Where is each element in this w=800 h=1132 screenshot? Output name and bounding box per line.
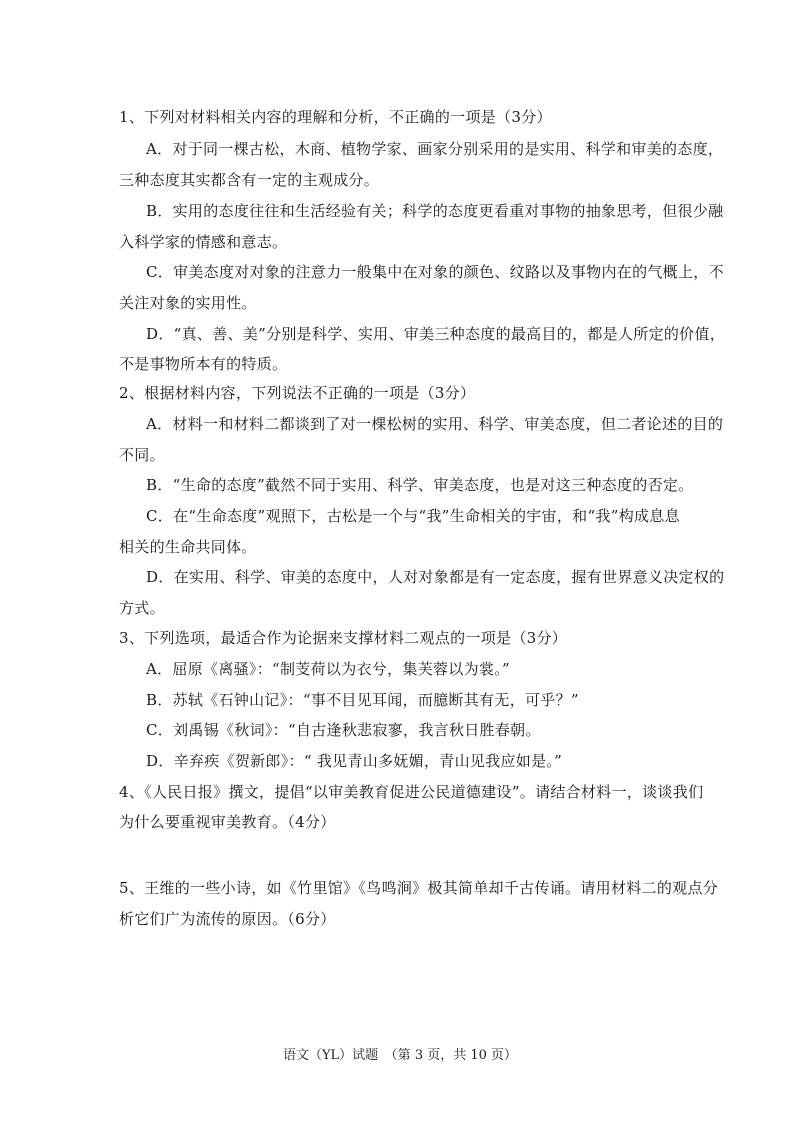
q2-option-c-line1: C．在“生命态度”观照下，古松是一个与“我”生命相关的宇宙，和“我”构成息息 [146,507,680,525]
q3-option-b: B．苏轼《石钟山记》：“事不目见耳闻，而臆断其有无，可乎？” [146,691,579,709]
question-5-line1: 5、王维的一些小诗，如《竹里馆》《鸟鸣涧》极其简单却千古传诵。请用材料二的观点分 [119,879,719,897]
q2-option-b-line1: B．“生命的态度”截然不同于实用、科学、审美态度，也是对这三种态度的否定。 [146,476,694,494]
q3-option-c: C．刘禹锡《秋词》：“自古逢秋悲寂寥，我言秋日胜春朝。 [146,721,541,739]
page-footer: 语文（YL）试题 （第 3 页，共 10 页） [282,1048,518,1063]
q2-option-d-line2: 方式。 [119,599,165,617]
q1-option-c-line2: 关注对象的实用性。 [119,294,257,312]
q3-option-a: A．屈原《离骚》：“制芰荷以为衣兮，集芙蓉以为裳。” [146,660,510,678]
q1-option-d-line1: D．“真、善、美”分别是科学、实用、审美三种态度的最高目的，都是人所定的价值， [146,325,726,343]
q2-option-d-line1: D．在实用、科学、审美的态度中，人对对象都是有一定态度，握有世界意义决定权的 [146,568,725,586]
q1-option-a-line1: A．对于同一棵古松，木商、植物学家、画家分别采用的是实用、科学和审美的态度， [146,140,724,158]
q1-option-d-line2: 不是事物所本有的特质。 [119,355,288,373]
question-5-line2: 析它们广为流传的原因。（6分） [119,910,336,928]
question-3-stem: 3、下列选项，最适合作为论据来支撑材料二观点的一项是（3分） [119,629,568,647]
q1-option-c-line1: C．审美态度对对象的注意力一般集中在对象的颜色、纹路以及事物内在的气概上，不 [146,263,724,281]
q2-option-c-line2: 相关的生命共同体。 [119,538,257,556]
q1-option-a-line2: 三种态度其实都含有一定的主观成分。 [119,171,380,189]
question-4-line2: 为什么要重视审美教育。（4分） [119,813,336,831]
question-2-stem: 2、根据材料内容，下列说法不正确的一项是（3分） [119,384,476,402]
q3-option-d: D．辛弃疾《贺新郎》：“ 我见青山多妩媚，青山见我应如是。” [146,752,563,770]
question-1-stem: 1、下列对材料相关内容的理解和分析，不正确的一项是（3分） [119,108,552,126]
question-4-line1: 4、《人民日报》撰文，提倡“以审美教育促进公民道德建设”。请结合材料一，谈谈我们 [119,783,704,801]
q1-option-b-line2: 入科学家的情感和意志。 [119,233,288,251]
q2-option-a-line2: 不同。 [119,446,165,464]
q1-option-b-line1: B．实用的态度往往和生活经验有关；科学的态度更看重对事物的抽象思考，但很少融 [146,202,724,220]
q2-option-a-line1: A．材料一和材料二都谈到了对一棵松树的实用、科学、审美态度，但二者论述的目的 [146,415,724,433]
